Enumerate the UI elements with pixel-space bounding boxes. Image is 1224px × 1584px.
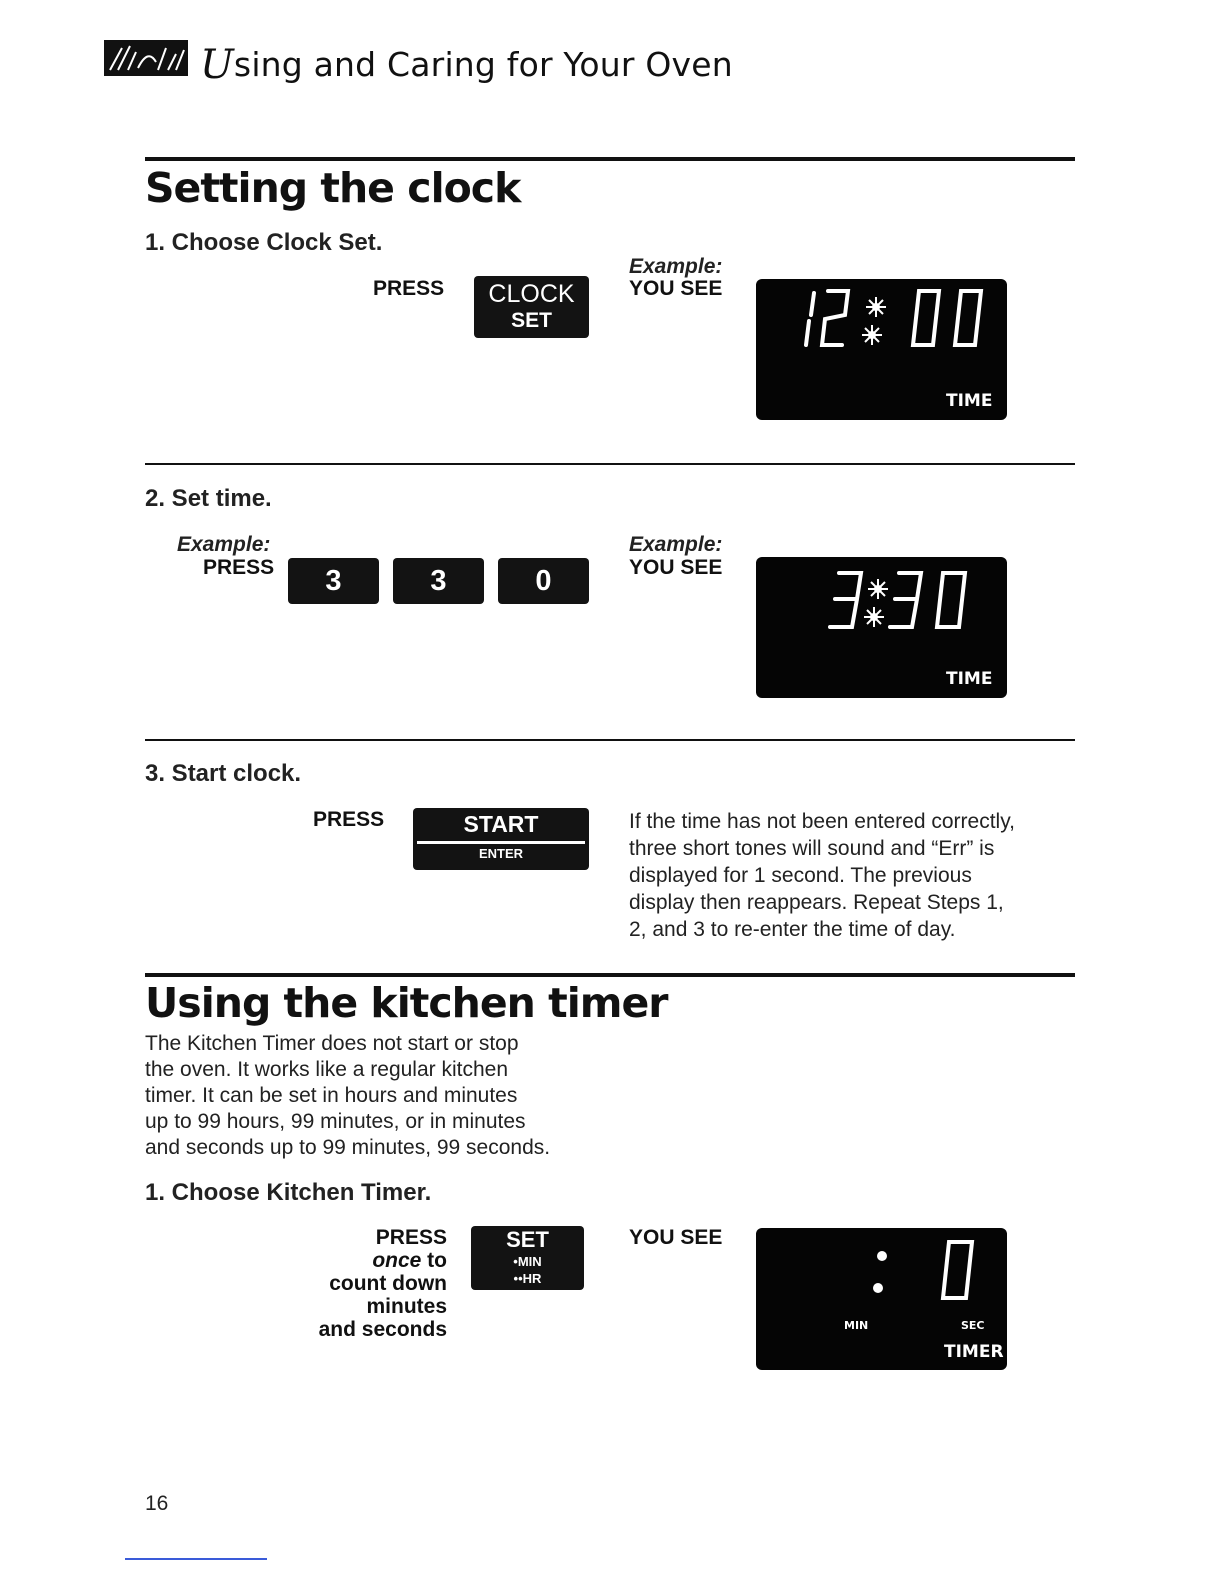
press-label: PRESS xyxy=(373,277,445,300)
example-label: Example: xyxy=(629,255,723,278)
you-see-label: YOU SEE xyxy=(629,277,723,300)
step-heading: 1. Choose Clock Set. xyxy=(145,229,383,256)
number-key-3: 3 xyxy=(393,558,484,604)
number-key-0: 0 xyxy=(498,558,589,604)
step-heading: 2. Set time. xyxy=(145,485,272,512)
timer-press-instruction: PRESS once to count down minutes and seconds xyxy=(318,1226,447,1341)
timer-intro: The Kitchen Timer does not start or stop the oven. It works like a regular kitchen timer. It can be set in hours and minutes up to 99 hours, 99 minutes, or in minutes and seconds up to 99 minutes, 99 seconds. xyxy=(145,1032,551,1159)
step-heading: 3. Start clock. xyxy=(145,760,302,787)
timer-indicator: TIMER xyxy=(944,1342,1004,1362)
press-label: PRESS xyxy=(313,808,385,831)
example-label: Example: xyxy=(177,533,271,556)
start-enter-key: START ENTER xyxy=(413,808,589,870)
you-see-label: YOU SEE xyxy=(629,1226,723,1249)
step-divider xyxy=(145,463,1075,465)
clock-set-key: CLOCK SET xyxy=(474,276,589,338)
number-key-3: 3 xyxy=(288,558,379,604)
section-divider xyxy=(145,157,1075,161)
time-indicator: TIME xyxy=(946,669,993,689)
clock-display xyxy=(756,279,1007,420)
page-number: 16 xyxy=(145,1492,169,1515)
example-label: Example: xyxy=(629,533,723,556)
section-divider xyxy=(145,973,1075,977)
bottom-link-underline xyxy=(125,1558,267,1560)
timer-display xyxy=(756,1228,1007,1370)
set-min-hr-key: SET •MIN ••HR xyxy=(471,1226,584,1290)
you-see-label: YOU SEE xyxy=(629,556,723,579)
clock-display xyxy=(756,557,1007,698)
min-indicator: MIN xyxy=(844,1319,869,1332)
step-heading: 1. Choose Kitchen Timer. xyxy=(145,1179,432,1206)
sec-indicator: SEC xyxy=(961,1319,985,1332)
page-header-title: Using and Caring for Your Oven xyxy=(200,42,733,88)
oven-logo-icon xyxy=(104,40,188,76)
time-indicator: TIME xyxy=(946,391,993,411)
error-note: If the time has not been entered correctly, three short tones will sound and “Err” is displayed for 1 second. The previous display then reappears. Repeat Steps 1, 2, and 3 to re-enter the time of day. xyxy=(629,810,1015,941)
section-title-timer: Using the kitchen timer xyxy=(145,979,668,1027)
section-title-clock: Setting the clock xyxy=(145,164,521,212)
step-divider xyxy=(145,739,1075,741)
press-label: PRESS xyxy=(203,556,275,579)
